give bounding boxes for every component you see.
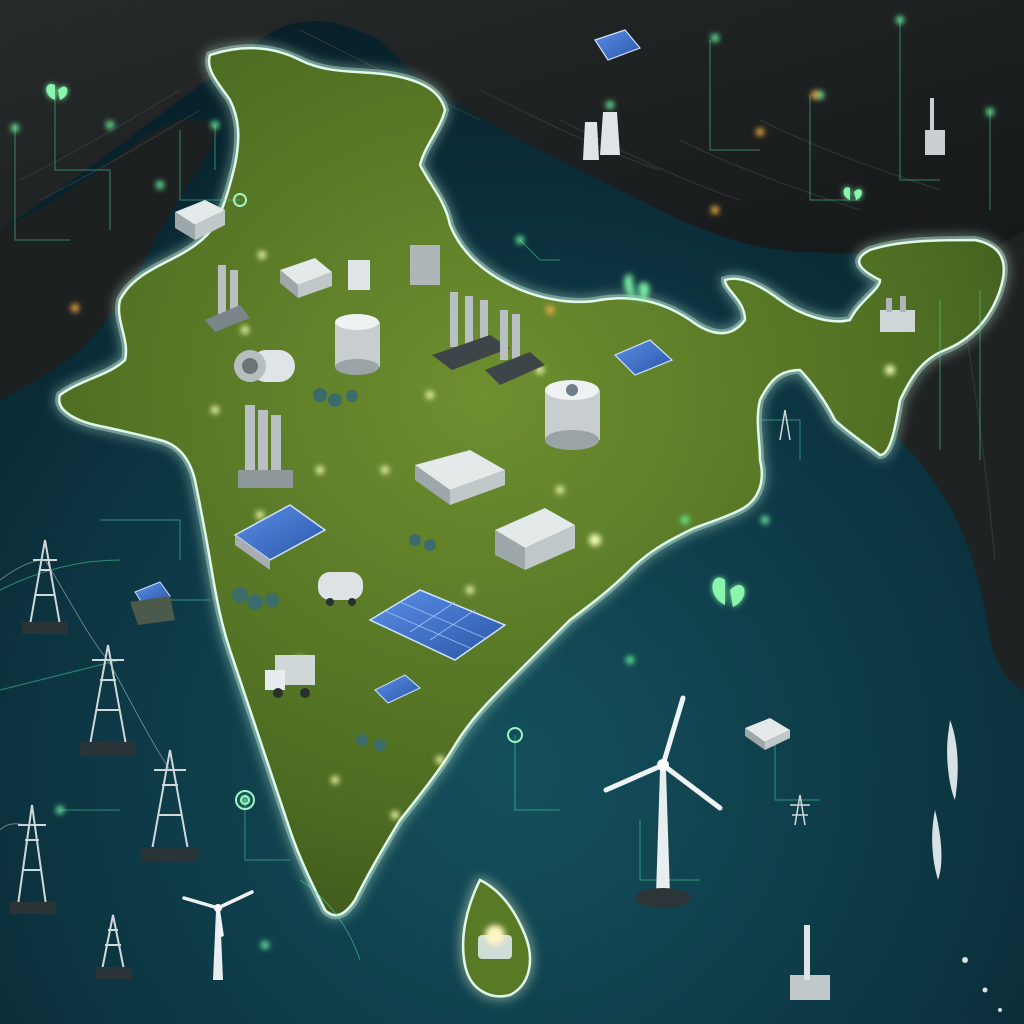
storage-tank-east — [545, 380, 600, 450]
storage-tank-center — [335, 314, 380, 375]
generator-round — [234, 350, 295, 382]
